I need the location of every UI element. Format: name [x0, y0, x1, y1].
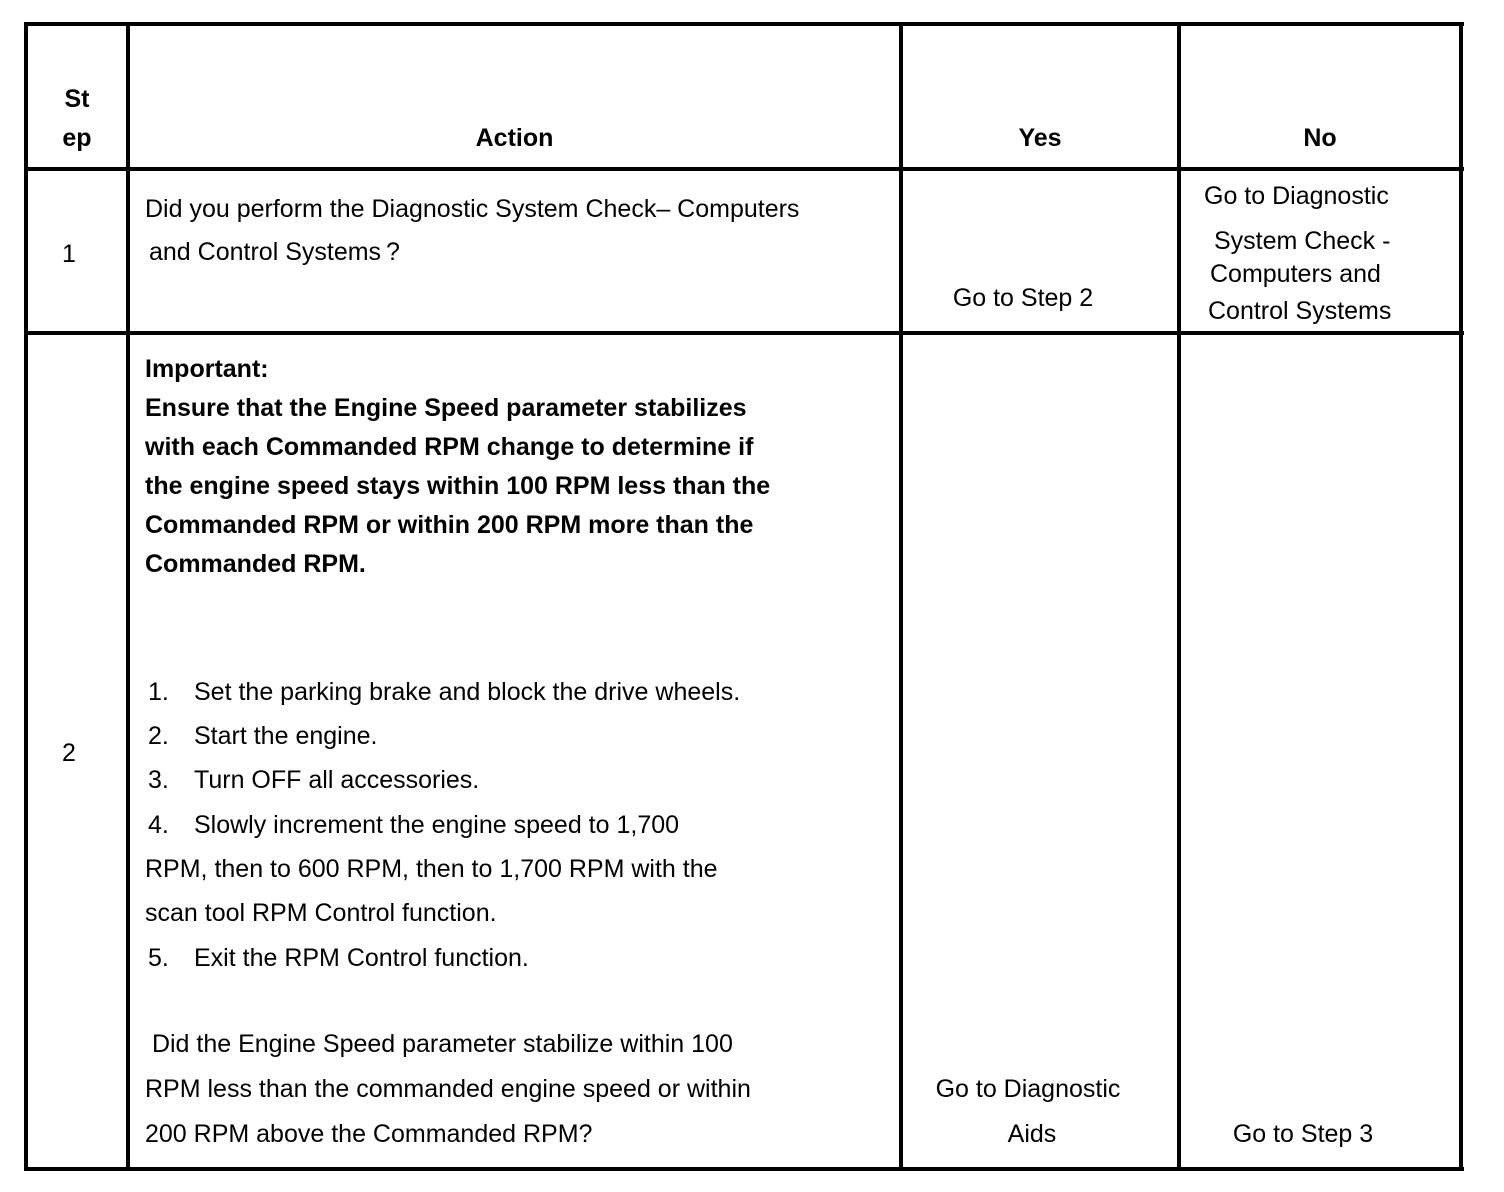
table-border-bottom [24, 1167, 1464, 1171]
list-item-number: 2. [148, 722, 169, 750]
list-item [148, 724, 377, 749]
column-divider-step [126, 22, 130, 1171]
list-item-number: 5. [148, 944, 169, 972]
list-item-number: 4. [148, 811, 169, 839]
list-item [148, 946, 529, 971]
table-border-left [24, 22, 28, 1171]
row2-yes-line1: Go to Diagnostic [935, 1075, 1121, 1103]
list-item [148, 680, 740, 705]
header-no: No [1303, 124, 1337, 152]
important-line: the engine speed stays within 100 RPM less than the [145, 472, 771, 500]
row2-no: Go to Step 3 [1232, 1120, 1374, 1148]
row2-yes-line2: Aids [1007, 1120, 1057, 1148]
list-item-number: 1. [148, 678, 169, 706]
header-step-line2: ep [62, 124, 92, 152]
list-item-text: Set the parking brake and block the drive wheels. [194, 678, 741, 706]
list-item-continuation: scan tool RPM Control function. [145, 899, 497, 927]
list-item-text: Exit the RPM Control function. [194, 944, 529, 972]
row1-no-line2: System Check - [1214, 227, 1391, 255]
row1-no-line3: Computers and [1210, 260, 1381, 288]
question-line: RPM less than the commanded engine speed or within [145, 1075, 751, 1103]
row1-action-line1: Did you perform the Diagnostic System Check– Computers [145, 195, 800, 223]
row1-action-line2: and Control Systems ? [149, 238, 400, 266]
table-border-top [24, 22, 1464, 26]
column-divider-action [899, 22, 903, 1171]
row1-yes: Go to Step 2 [952, 284, 1094, 312]
list-item-number: 3. [148, 766, 169, 794]
table-border-right [1459, 22, 1463, 1171]
row1-no-line1: Go to Diagnostic [1204, 182, 1389, 210]
important-line: with each Commanded RPM change to determine if [145, 433, 754, 461]
header-step-cont [28, 126, 126, 151]
question-line: 200 RPM above the Commanded RPM? [145, 1120, 593, 1148]
header-action: Action [475, 124, 554, 152]
important-line: Ensure that the Engine Speed parameter stabilizes [145, 394, 747, 422]
list-item [148, 813, 679, 838]
list-item-continuation: RPM, then to 600 RPM, then to 1,700 RPM with the [145, 855, 718, 883]
row1-no-line4: Control Systems [1208, 297, 1392, 325]
question-line: Did the Engine Speed parameter stabilize within 100 [145, 1030, 733, 1058]
header-step-line1: St [64, 85, 90, 113]
list-item-text: Turn OFF all accessories. [194, 766, 480, 794]
row1-step: 1 [62, 240, 76, 268]
list-item [148, 768, 479, 793]
row2-step: 2 [62, 739, 76, 767]
column-divider-yes [1177, 22, 1181, 1171]
header-yes: Yes [1018, 124, 1062, 152]
list-item-text: Start the engine. [194, 722, 378, 750]
important-label: Important: [145, 355, 269, 383]
row-divider [24, 331, 1464, 335]
header-step [28, 87, 126, 112]
list-item-text: Slowly increment the engine speed to 1,700 [194, 811, 680, 839]
header-divider [24, 167, 1464, 171]
important-line: Commanded RPM. [145, 550, 366, 578]
important-line: Commanded RPM or within 200 RPM more than the [145, 511, 754, 539]
